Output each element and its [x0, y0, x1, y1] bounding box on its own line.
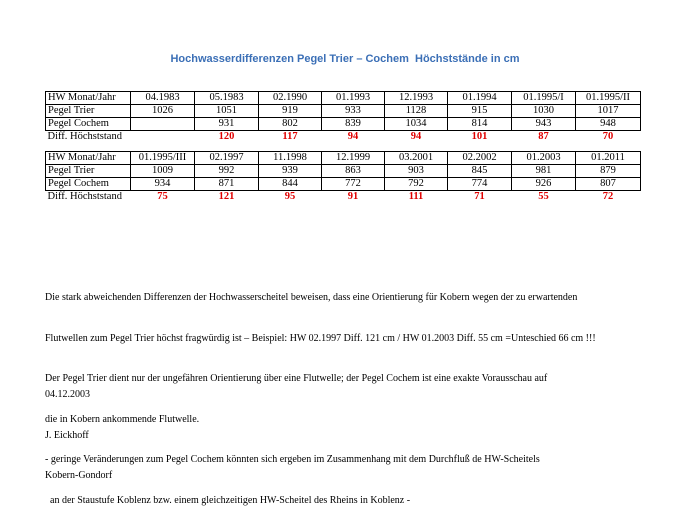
table-row-diff	[46, 191, 641, 204]
table-cell: 943	[512, 118, 576, 131]
table-cell: 981	[512, 165, 576, 178]
diff-cell: 111	[408, 191, 424, 202]
row-label: Pegel Trier	[46, 165, 131, 178]
row-label: Pegel Trier	[46, 105, 131, 118]
table-cell: 802	[259, 118, 322, 131]
table-header-row	[46, 152, 641, 165]
table-cell: 948	[576, 118, 641, 131]
table-row-pegel-cochem	[46, 118, 641, 131]
table-cell: 792	[385, 178, 448, 191]
paragraph-line: Der Pegel Trier dient nur der ungefähren Orientierung über eine Flutwelle; der Pegel Cochem ist eine exakte Vorausschau auf	[45, 373, 548, 384]
table-row-pegel-trier	[46, 165, 641, 178]
table-row-pegel-cochem	[46, 178, 641, 191]
table-cell	[131, 118, 195, 131]
header-cell: 01.1995/I	[512, 92, 576, 105]
row-label: Diff. Höchststand	[47, 191, 122, 202]
table-cell: 863	[322, 165, 385, 178]
row-label: Diff. Höchststand	[47, 131, 122, 142]
table-cell: 1009	[131, 165, 195, 178]
diff-cell: 87	[538, 131, 549, 142]
diff-cell: 121	[218, 191, 235, 202]
diff-cell: 120	[218, 131, 235, 142]
diff-cell	[131, 131, 195, 144]
table-row-pegel-trier	[46, 105, 641, 118]
row-label: Pegel Cochem	[46, 118, 131, 131]
table-cell: 844	[259, 178, 322, 191]
paragraph-line: - geringe Veränderungen zum Pegel Cochem könnten sich ergeben im Zusammenhang mit dem Durchfluß de HW-Scheitels	[45, 454, 540, 465]
explanation-paragraph	[45, 264, 596, 521]
table-cell: 919	[259, 105, 322, 118]
table-cell: 839	[322, 118, 385, 131]
water-level-table-1	[45, 91, 641, 143]
table-header-row	[46, 92, 641, 105]
table-cell: 774	[448, 178, 512, 191]
diff-cell: 75	[157, 191, 168, 202]
table-cell: 871	[195, 178, 259, 191]
paragraph-line: Die stark abweichenden Differenzen der Hochwasserscheitel beweisen, dass eine Orientierung für Kobern wegen der zu erwartenden	[45, 292, 578, 303]
table-cell: 926	[512, 178, 576, 191]
table-cell: 903	[385, 165, 448, 178]
header-cell: 01.1993	[322, 92, 385, 105]
table-cell: 772	[322, 178, 385, 191]
header-cell: 12.1999	[322, 152, 385, 165]
table-cell: 807	[576, 178, 641, 191]
diff-cell: 55	[538, 191, 549, 202]
header-cell: 01.1995/II	[576, 92, 641, 105]
table-cell: 931	[195, 118, 259, 131]
header-cell: HW Monat/Jahr	[46, 152, 131, 165]
diff-cell: 70	[602, 131, 614, 142]
diff-cell: 95	[284, 191, 296, 202]
diff-cell: 72	[602, 191, 614, 202]
row-label: Pegel Cochem	[46, 178, 131, 191]
table-cell: 934	[131, 178, 195, 191]
diff-cell: 101	[471, 131, 488, 142]
table-cell: 1051	[195, 105, 259, 118]
header-cell: HW Monat/Jahr	[46, 92, 131, 105]
diff-cell: 91	[347, 191, 359, 202]
diff-cell: 94	[410, 131, 422, 142]
document-title: Hochwasserdifferenzen Pegel Trier – Cochem Höchststände in cm	[170, 53, 520, 65]
diff-cell: 71	[474, 191, 485, 202]
table-row-diff	[46, 131, 641, 144]
table-cell: 933	[322, 105, 385, 118]
header-cell: 01.2003	[512, 152, 576, 165]
water-level-table-2	[45, 151, 641, 203]
diff-cell: 94	[347, 131, 359, 142]
table-cell: 915	[448, 105, 512, 118]
table-cell: 1128	[385, 105, 448, 118]
paragraph-line: die in Kobern ankommende Flutwelle.	[45, 413, 200, 425]
diff-cell: 117	[282, 131, 298, 142]
paragraph-line: Flutwellen zum Pegel Trier höchst fragwürdig ist – Beispiel: HW 02.1997 Diff. 121 cm / HW 01.2003 Diff. 55 cm =Unteschied 66 cm !!!	[45, 332, 596, 344]
header-cell: 02.1997	[195, 152, 259, 165]
table-cell: 939	[259, 165, 322, 178]
signature-date: 04.12.2003	[45, 389, 90, 400]
header-cell: 03.2001	[385, 152, 448, 165]
header-cell: 04.1983	[131, 92, 195, 105]
header-cell: 12.1993	[385, 92, 448, 105]
header-cell: 01.1994	[448, 92, 512, 105]
signature-place: Kobern-Gondorf	[45, 470, 113, 481]
table-cell: 992	[195, 165, 259, 178]
table-cell: 879	[576, 165, 641, 178]
table-cell: 814	[448, 118, 512, 131]
header-cell: 02.2002	[448, 152, 512, 165]
table-cell: 845	[448, 165, 512, 178]
header-cell: 02.1990	[259, 92, 322, 105]
header-cell: 11.1998	[259, 152, 322, 165]
signature-name: J. Eickhoff	[45, 429, 89, 441]
table-cell: 1017	[576, 105, 641, 118]
header-cell: 01.2011	[576, 152, 641, 165]
paragraph-line: an der Staustufe Koblenz bzw. einem gleichzeitigen HW-Scheitel des Rheins in Koblenz -	[45, 494, 411, 506]
signature-block	[45, 361, 112, 496]
table-cell: 1034	[385, 118, 448, 131]
header-cell: 05.1983	[195, 92, 259, 105]
table-cell: 1030	[512, 105, 576, 118]
table-cell: 1026	[131, 105, 195, 118]
header-cell: 01.1995/III	[131, 152, 195, 165]
